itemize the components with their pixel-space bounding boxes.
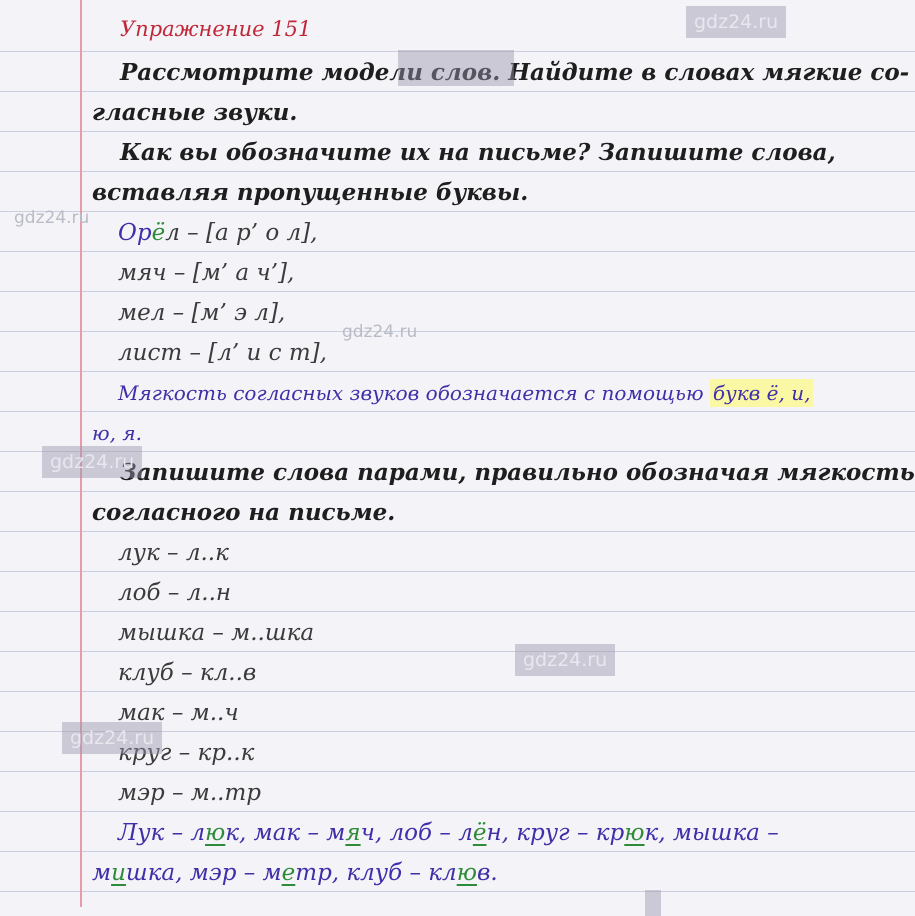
answer-letter: ю: [205, 820, 226, 846]
model-word-1: [118, 218, 317, 248]
answer-seg: тр, клуб – кл: [295, 860, 457, 886]
word-pair-5: мак – м..ч: [118, 700, 239, 726]
word-pair-6: круг – кр..к: [118, 740, 255, 766]
answer-letter: я: [345, 820, 361, 846]
conclusion-text: Мягкость согласных звуков обозначается с помощью: [118, 381, 710, 405]
answer-seg: к, мышка –: [644, 820, 779, 846]
conclusion-highlight: букв ё, и,: [710, 379, 814, 407]
watermark: gdz24.ru: [62, 722, 162, 754]
answer-line1: [118, 818, 779, 848]
watermark-overlay: [398, 50, 514, 86]
answer-seg: м: [92, 860, 112, 886]
answer-seg: шка, мэр – м: [125, 860, 282, 886]
answer-letter: и: [111, 860, 126, 886]
task1-line4: вставляя пропущенные буквы.: [92, 179, 529, 206]
model-word-3: мел – [м’ э л],: [118, 300, 286, 326]
model-word-1-post: л – [а р’ о л],: [165, 220, 318, 246]
word-pair-2: лоб – л..н: [118, 580, 232, 606]
answer-letter: ю: [624, 820, 645, 846]
answer-seg: к, мак – м: [225, 820, 346, 846]
watermark: gdz24.ru: [342, 322, 418, 342]
model-word-4: лист – [л’ и с т],: [118, 340, 327, 366]
exercise-title: Упражнение 151: [120, 17, 312, 41]
task1-line2: гласные звуки.: [92, 99, 298, 126]
task2-line2: согласного на письме.: [92, 499, 396, 526]
model-word-1-letter: ё: [151, 220, 166, 246]
word-pair-3: мышка – м..шка: [118, 620, 315, 646]
task1-line3: Как вы обозначите их на письме? Запишите слова,: [120, 139, 836, 166]
answer-seg: Лук – л: [118, 820, 206, 846]
watermark: gdz24.ru: [14, 208, 90, 228]
answer-seg: в.: [476, 860, 498, 886]
answer-seg: ч, лоб – л: [360, 820, 473, 846]
answer-seg: н, круг – кр: [486, 820, 625, 846]
answer-letter: ю: [456, 860, 477, 886]
watermark: gdz24.ru: [686, 6, 786, 38]
answer-letter: ё: [472, 820, 487, 846]
word-pair-4: клуб – кл..в: [118, 660, 257, 686]
conclusion-line1: [118, 378, 813, 408]
watermark: gdz24.ru: [515, 644, 615, 676]
task1-line1: Рассмотрите модели слов. Найдите в словах мягкие со-: [120, 59, 910, 86]
model-word-1-pre: Ор: [118, 220, 152, 246]
task2-line1: Запишите слова парами, правильно обозначая мягкость: [120, 459, 915, 486]
watermark-overlay: [645, 890, 661, 916]
answer-letter: е: [281, 860, 296, 886]
word-pair-7: мэр – м..тр: [118, 780, 262, 806]
answer-line2: [92, 858, 498, 888]
watermark: gdz24.ru: [42, 446, 142, 478]
conclusion-line2: ю, я.: [92, 421, 142, 445]
word-pair-1: лук – л..к: [118, 540, 229, 566]
model-word-2: мяч – [м’ а ч’],: [118, 260, 295, 286]
